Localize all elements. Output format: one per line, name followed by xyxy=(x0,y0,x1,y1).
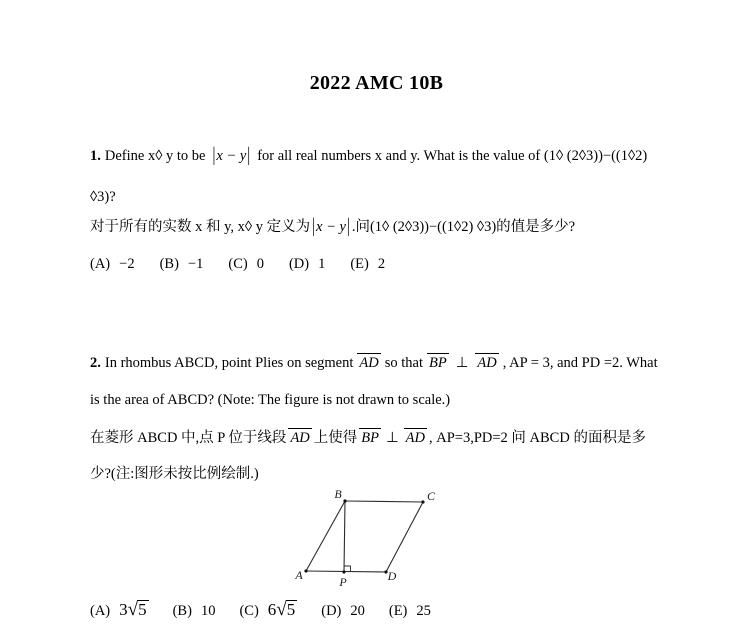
choice-value: 0 xyxy=(256,256,264,272)
problem1-text-c: ◊3)? xyxy=(90,189,116,205)
problem2-cn-a: 在菱形 ABCD 中,点 P 位于线段 xyxy=(90,430,287,446)
problem2-chinese-line2 xyxy=(90,463,259,485)
problem2-cn-b: 上使得 xyxy=(313,430,358,446)
abs-expression: x − y xyxy=(316,219,346,235)
edge-CD xyxy=(386,502,423,572)
vertex-dot-C xyxy=(421,500,424,503)
choice-label: (B) xyxy=(159,256,179,272)
problem2-text-d: is the area of ABCD? (Note: The figure is not drawn to scale.) xyxy=(90,392,451,408)
choice-label: (C) xyxy=(239,603,259,619)
choice-value: −1 xyxy=(187,256,204,272)
segment-AD-overline: AD xyxy=(477,355,497,371)
choice-label: (A) xyxy=(90,256,111,272)
choice-1d xyxy=(289,256,325,273)
choice-value: 20 xyxy=(350,603,365,619)
choice-label: (E) xyxy=(388,603,408,619)
problem2-answer-choices xyxy=(90,599,431,621)
abs-bar-left: | xyxy=(312,215,316,238)
perpendicular-symbol: ⊥ xyxy=(455,355,469,371)
problem1-number: 1. xyxy=(90,148,101,164)
problem2-text-a: In rhombus ABCD, point Plies on segment xyxy=(104,355,354,371)
radicand: 5 xyxy=(286,600,296,619)
problem2-text-b: so that xyxy=(384,355,424,371)
choice-value xyxy=(119,599,148,621)
choice-label: (B) xyxy=(172,603,192,619)
point-dot-P xyxy=(342,570,345,573)
vertex-dot-A xyxy=(304,569,307,572)
edge-BC xyxy=(345,501,423,502)
problem2-text-c: , AP = 3, and PD =2. What xyxy=(502,355,658,371)
choice-label: (D) xyxy=(288,256,310,272)
radical-icon: √ xyxy=(276,599,287,620)
problem2-statement-line1 xyxy=(90,352,658,374)
problem1-statement-line1 xyxy=(90,145,647,167)
problem1-cn-b: .问(1◊ (2◊3))−((1◊2) ◊3)的值是多少? xyxy=(351,219,576,235)
choice-2b xyxy=(173,603,216,620)
problem2-number: 2. xyxy=(90,355,101,371)
abs-bar-right: | xyxy=(247,144,251,167)
segment-BP xyxy=(344,501,345,572)
abs-bar-right: | xyxy=(346,215,350,238)
choice-value: 10 xyxy=(200,603,216,619)
vertex-label-B: B xyxy=(334,488,342,501)
segment-AD-overline: AD xyxy=(405,430,425,446)
radical-coefficient: 3 xyxy=(119,600,128,619)
vertex-label-D: D xyxy=(387,569,397,583)
choice-label: (D) xyxy=(321,603,342,619)
choice-1e xyxy=(350,256,385,273)
radical-icon: √ xyxy=(127,599,139,620)
vertex-label-A: A xyxy=(295,568,303,582)
choice-value: 1 xyxy=(318,256,326,272)
edge-AD xyxy=(306,571,386,572)
choice-2d xyxy=(321,603,365,620)
problem1-statement-line2 xyxy=(90,186,116,208)
abs-bar-left: | xyxy=(212,144,216,167)
perpendicular-symbol: ⊥ xyxy=(386,430,399,446)
segment-AD-overline: AD xyxy=(359,355,379,371)
abs-expression: x − y xyxy=(216,148,247,164)
absolute-value-expression-cn xyxy=(311,216,351,238)
page-title: 2022 AMC 10B xyxy=(309,72,444,94)
choice-label: (A) xyxy=(90,603,111,619)
problem1-answer-choices xyxy=(90,256,385,273)
segment-BP-overline: BP xyxy=(361,430,379,446)
choice-value: 25 xyxy=(416,603,431,619)
problem1-text-a: Define x◊ y to be xyxy=(104,148,206,164)
choice-1b xyxy=(160,256,204,273)
choice-label: (E) xyxy=(350,256,369,272)
problem1-chinese-line xyxy=(90,216,575,238)
choice-1c xyxy=(228,256,264,273)
choice-2a xyxy=(90,599,149,621)
choice-value: 2 xyxy=(377,256,386,272)
problem2-statement-line2 xyxy=(90,389,450,411)
point-label-P: P xyxy=(339,575,347,589)
choice-label: (C) xyxy=(228,256,248,272)
vertex-dot-B xyxy=(343,499,346,502)
problem2-chinese-line1 xyxy=(90,427,646,449)
choice-2e xyxy=(389,603,431,620)
choice-2c xyxy=(239,599,297,621)
choice-value: −2 xyxy=(119,256,135,272)
choice-value xyxy=(268,599,297,621)
problem2-cn-c: , AP=3,PD=2 问 ABCD 的面积是多 xyxy=(428,430,646,446)
choice-1a xyxy=(90,256,135,273)
edge-AB xyxy=(306,501,345,571)
segment-AD-overline: AD xyxy=(290,430,310,446)
problem1-text-b: for all real numbers x and y. What is the value of (1◊ (2◊3))−((1◊2) xyxy=(257,148,648,164)
problem1-cn-a: 对于所有的实数 x 和 y, x◊ y 定义为 xyxy=(90,219,311,235)
radical-coefficient: 6 xyxy=(267,600,277,619)
rhombus-figure xyxy=(286,488,446,593)
segment-BP-overline: BP xyxy=(429,355,447,371)
problem2-cn-d: 少?(注:图形未按比例绘制.) xyxy=(90,466,259,482)
vertex-label-C: C xyxy=(426,489,436,503)
absolute-value-expression xyxy=(211,145,251,167)
radicand: 5 xyxy=(138,600,147,619)
